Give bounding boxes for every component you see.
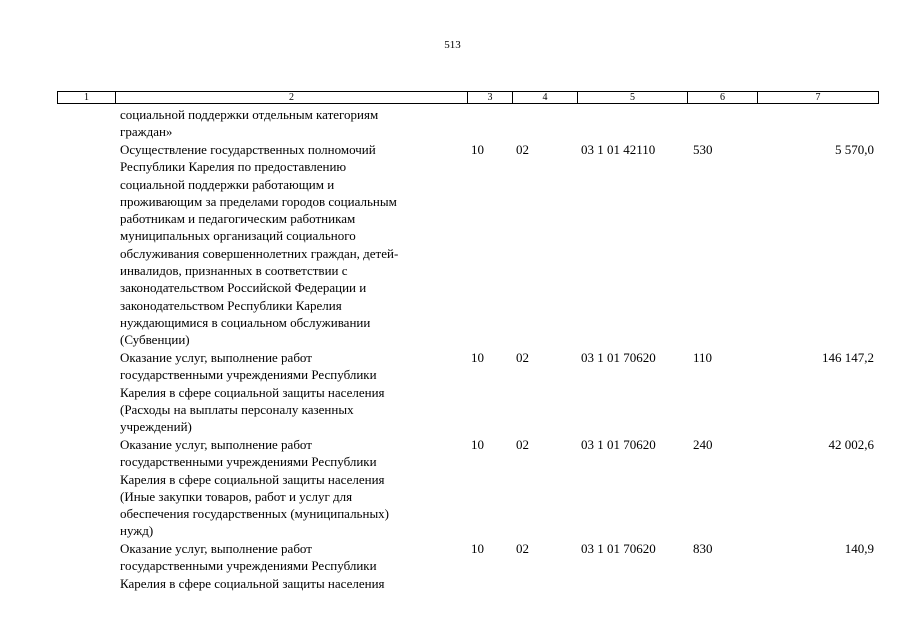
row-description: Осуществление государственных полномочий Республики Карелия по предоставлению социальной поддержки работающим и проживающим за пределами городов социальным работникам и педагогическим работникам муниципальных организаций социального обслуживания совершеннолетних граждан, детей- инвалидов, признанных в соответствии с законодательством Российской Федерации и законодательством Республики Карелия нуждающимися в социальном обслуживании (Субвенции) xyxy=(120,142,399,348)
row-target-article: 03 1 01 70620 xyxy=(581,437,656,452)
row-amount: 140,9 xyxy=(844,541,874,556)
row-expense-type: 110 xyxy=(693,350,713,365)
table-row xyxy=(0,436,905,540)
row-target-article: 03 1 01 42110 xyxy=(581,142,656,157)
table-row xyxy=(0,349,905,436)
row-subsection: 02 xyxy=(516,437,529,452)
row-description: Оказание услуг, выполнение работ государственными учреждениями Республики Карелия в сфере социальной защиты населения (Иные закупки товаров, работ и услуг для обеспечения государственных (муниципальных) нужд) xyxy=(120,437,390,539)
row-amount: 42 002,6 xyxy=(828,437,874,452)
row-expense-type: 530 xyxy=(693,142,713,157)
page-number: 513 xyxy=(444,39,461,51)
header-col-3: 3 xyxy=(487,92,493,103)
header-col-6: 6 xyxy=(720,92,725,103)
row-subsection: 02 xyxy=(516,142,529,157)
table-header xyxy=(57,91,879,104)
table-body xyxy=(0,106,905,600)
table-row xyxy=(0,106,905,141)
row-description: социальной поддержки отдельным категориям граждан» xyxy=(120,107,379,140)
row-subsection: 02 xyxy=(516,350,529,365)
row-expense-type: 830 xyxy=(693,541,713,556)
row-section: 10 xyxy=(471,437,484,452)
row-subsection: 02 xyxy=(516,541,529,556)
row-expense-type: 240 xyxy=(693,437,713,452)
row-section: 10 xyxy=(471,541,484,556)
row-target-article: 03 1 01 70620 xyxy=(581,350,656,365)
table-row xyxy=(0,141,905,349)
row-description: Оказание услуг, выполнение работ государственными учреждениями Республики Карелия в сфере социальной защиты населения (Расходы на выплаты персоналу казенных учреждений) xyxy=(120,350,385,435)
header-col-4: 4 xyxy=(542,92,548,103)
header-col-5: 5 xyxy=(630,92,635,103)
row-amount: 146 147,2 xyxy=(822,350,874,365)
header-col-2: 2 xyxy=(289,92,294,103)
row-section: 10 xyxy=(471,350,484,365)
header-col-7: 7 xyxy=(815,92,821,103)
row-section: 10 xyxy=(471,142,484,157)
row-amount: 5 570,0 xyxy=(835,142,874,157)
row-target-article: 03 1 01 70620 xyxy=(581,541,656,556)
header-col-1: 1 xyxy=(84,92,89,103)
row-description: Оказание услуг, выполнение работ государственными учреждениями Республики Карелия в сфере социальной защиты населения xyxy=(120,541,385,591)
table-row xyxy=(0,540,905,600)
